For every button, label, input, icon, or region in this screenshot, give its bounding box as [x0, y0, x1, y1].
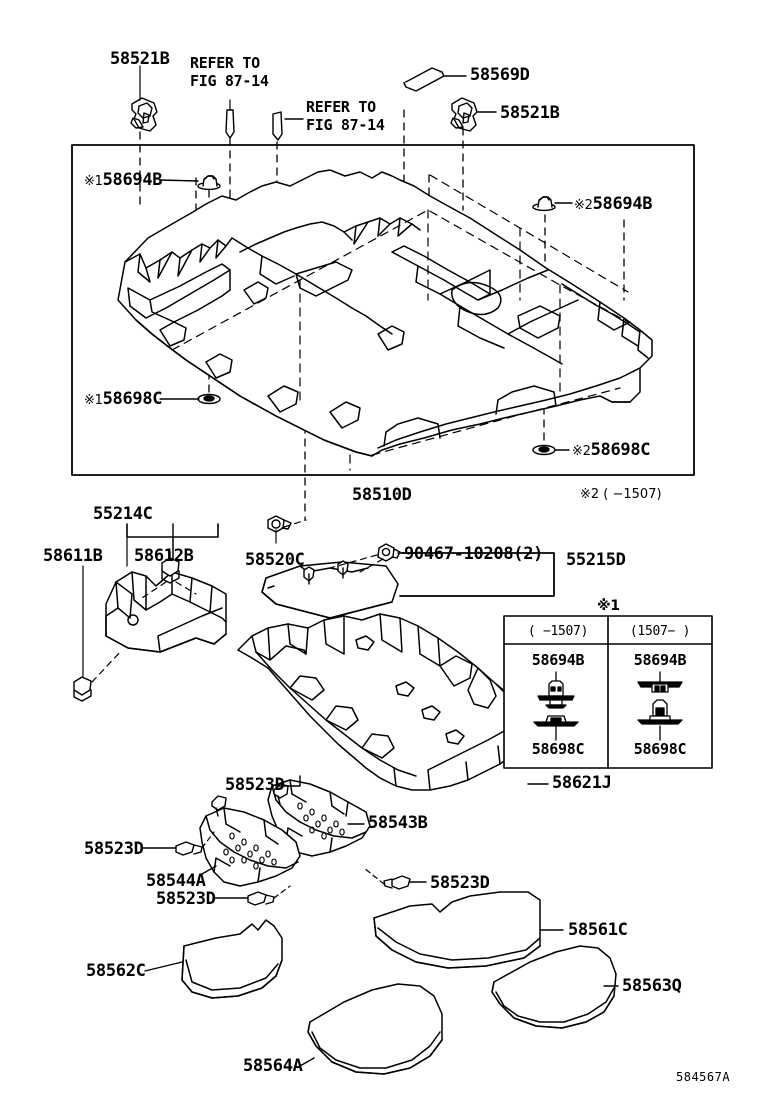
callout-58544a: 58544A: [146, 871, 206, 891]
callout-58562c: 58562C: [86, 961, 146, 981]
grommet-58698c-right-icon: [533, 446, 555, 455]
callout-58694b-left-text: 58694B: [102, 170, 163, 190]
dashed-58523d-3: [364, 868, 384, 884]
star1-prefix-left: ※1: [84, 174, 103, 189]
refer-note-2-line1: REFER TO: [306, 98, 376, 116]
clip-58694b-right-icon: [533, 197, 555, 210]
callout-58561c: 58561C: [568, 920, 628, 940]
callout-58698c-right: [572, 441, 650, 461]
callout-55215d: 55215D: [566, 550, 626, 570]
callout-58564a: 58564A: [243, 1056, 303, 1076]
dashed-58523d-4: [274, 886, 290, 898]
callout-55214c: 55214C: [93, 504, 153, 524]
legend-col2-bottom-part: 58698C: [633, 740, 687, 758]
callout-90467-10208: 90467-10208(2): [404, 544, 544, 564]
legend-star1-marker: ※1: [597, 598, 620, 614]
clip-58694b-left-icon: [198, 176, 220, 189]
pin-refer-2-icon: [273, 112, 282, 140]
callout-58611b: 58611B: [43, 546, 103, 566]
refer-note-1-line1: REFER TO: [190, 54, 260, 72]
clip-58523d-2-icon: [176, 842, 202, 855]
refer-note-1-line2: FIG 87-14: [190, 72, 269, 90]
clip-58521b-left-icon: [131, 98, 157, 131]
callout-58694b-right-text: 58694B: [592, 194, 653, 214]
leader-58562c: [145, 962, 182, 971]
refer-note-2-line2: FIG 87-14: [306, 116, 385, 134]
clip-90467-10208-icon: [378, 544, 400, 561]
part-58510d-main-carpet: [118, 170, 652, 456]
legend-col2-header: (1507− ): [629, 624, 691, 639]
star2-prefix-right: ※2: [574, 198, 593, 213]
callout-58523d-left: 58523D: [84, 839, 144, 859]
page-code: 584567A: [676, 1070, 731, 1084]
callout-58543b: 58543B: [368, 813, 428, 833]
clip-58523d-4-icon: [248, 892, 274, 905]
pin-refer-1-icon: [226, 110, 234, 138]
part-58562c-mat: [182, 920, 282, 998]
part-58569d-icon: [404, 68, 444, 91]
callout-58569d: 58569D: [470, 65, 530, 85]
dashed-58611b-to-cover: [92, 650, 122, 682]
leader-58694b-left: [160, 180, 198, 181]
callout-58520c: 58520C: [245, 550, 305, 570]
callout-58698c-right-text: 58698C: [590, 440, 651, 460]
clip-58521b-right-icon: [451, 98, 477, 131]
refer-note-1: [190, 54, 269, 90]
legend-col1-top-part: 58694B: [531, 651, 585, 669]
refer-note-2: [306, 98, 385, 134]
part-58621j-silencer: [238, 614, 530, 790]
callout-58523d-bottom: 58523D: [156, 889, 216, 909]
part-55215d-panel: [262, 562, 398, 618]
callout-58612b: 58612B: [134, 546, 194, 566]
legend-col1-header: ( −1507): [527, 624, 589, 639]
clip-58523d-3-icon: [384, 876, 410, 889]
star2-date-note: ※2 ( −1507): [580, 487, 662, 502]
grommet-58698c-left-icon: [198, 395, 220, 404]
callout-58521b-right: 58521B: [500, 103, 560, 123]
callout-58694b-right: [574, 195, 652, 215]
callout-58563q: 58563Q: [622, 976, 682, 996]
callout-58698c-left: [84, 390, 162, 410]
part-55214c-cover: [106, 572, 226, 652]
part-58564a-mat: [308, 984, 442, 1074]
clip-58520c-icon: [268, 516, 291, 532]
callout-58698c-left-text: 58698C: [102, 389, 163, 409]
callout-58621j: 58621J: [552, 773, 612, 793]
star2-prefix-right-2: ※2: [572, 444, 591, 459]
legend-col2-top-part: 58694B: [633, 651, 687, 669]
clip-58611b-icon: [74, 677, 91, 701]
callout-58510d: 58510D: [352, 485, 412, 505]
star1-prefix-left-2: ※1: [84, 393, 103, 408]
callout-58523d-top: 58523D: [225, 775, 285, 795]
callout-58521b-left: 58521B: [110, 49, 170, 69]
part-58561c-mat: [374, 892, 540, 968]
legend-col1-bottom-part: 58698C: [531, 740, 585, 758]
callout-58523d-right: 58523D: [430, 873, 490, 893]
callout-58694b-left: [84, 171, 162, 191]
